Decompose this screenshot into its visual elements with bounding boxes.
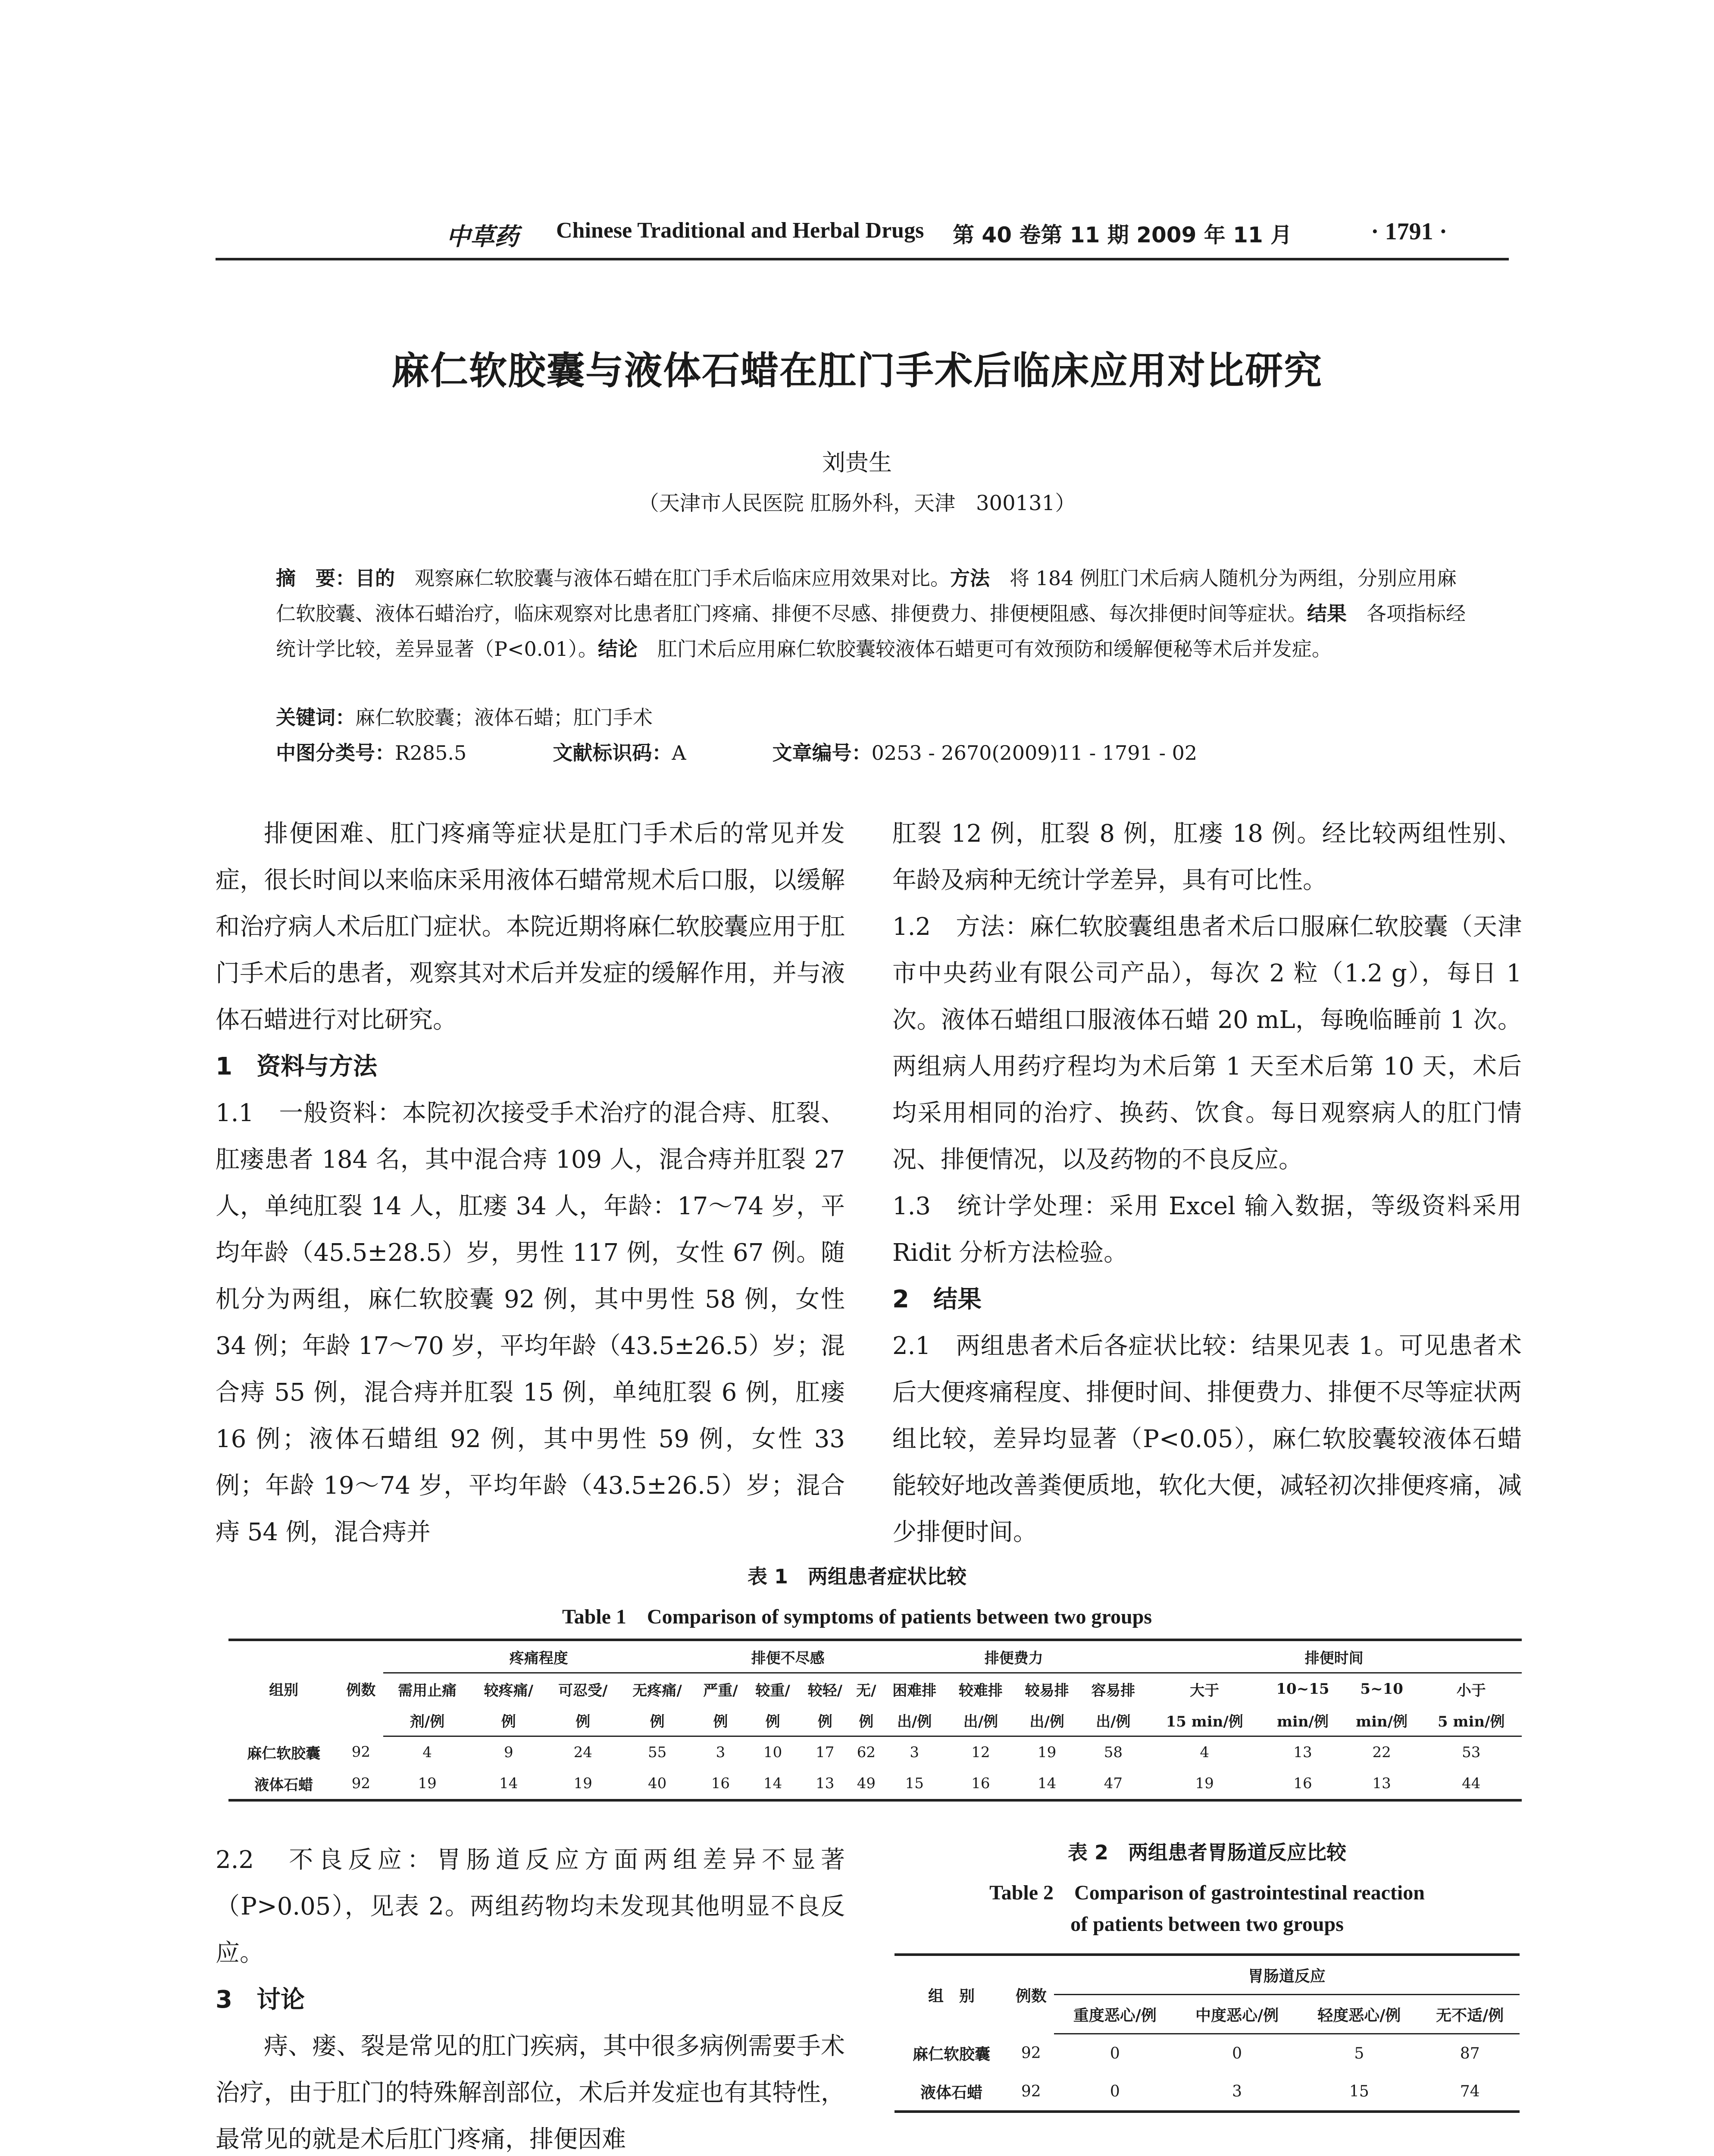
journal-name-cn: 中草药 (446, 222, 519, 251)
table1-caption-cn: 表 1 两组患者症状比较 (747, 1565, 967, 1588)
table1-cell: 92 (339, 1768, 383, 1800)
table1-sub: 较疼痛/ (484, 1682, 533, 1699)
table1-cell: 53 (1462, 1744, 1481, 1761)
table1-cell: 3 (716, 1744, 726, 1761)
clc-value: R285.5 (395, 741, 467, 765)
table1-group-incomplete: 排便不尽感 (694, 1640, 882, 1673)
table1-sub: 例 (799, 1705, 851, 1736)
abstract-conclusion-label: 结论 (597, 637, 638, 661)
table1-cell: 14 (747, 1768, 799, 1800)
table1-cell: 47 (1080, 1768, 1146, 1800)
doc-code-label: 文献标识码： (553, 741, 672, 765)
abstract-method-label: 方法 (950, 567, 990, 590)
table2-cell: 74 (1420, 2072, 1520, 2112)
body-right-column (892, 811, 1522, 1556)
table2-sub: 重度恶心/例 (1054, 1995, 1176, 2034)
table1-cell: 19 (1146, 1768, 1263, 1800)
table1-group-pain: 疼痛程度 (383, 1640, 694, 1673)
table1-sub: 可忍受/ (558, 1682, 608, 1699)
table2-cell: 15 (1298, 2072, 1420, 2112)
journal-issue: 第 40 卷第 11 期 2009 年 11 月 (953, 222, 1292, 248)
table1-cell: 19 (546, 1768, 620, 1800)
table1-cell: 14 (472, 1768, 546, 1800)
table1-sub: 例 (694, 1705, 747, 1736)
table1-sub: 大于 (1190, 1682, 1220, 1699)
table1-sub: 例 (747, 1705, 799, 1736)
intro-paragraph: 排便困难、肛门疼痛等症状是肛门手术后的常见并发症，很长时间以来临床采用液体石蜡常规术后口服，以缓解和治疗病人术后肛门症状。本院近期将麻仁软胶囊应用于肛门手术后的患者，观察其对术后并发症的缓解作用，并与液体石蜡进行对比研究。 (216, 820, 845, 1034)
table1-cell: 22 (1372, 1744, 1391, 1761)
article-number-label: 文章编号： (772, 741, 872, 765)
paragraph-1-2: 1.2 方法：麻仁软胶囊组患者术后口服麻仁软胶囊（天津市中央药业有限公司产品），每次 2 粒（1.2 g），每日 1 次。液体石蜡组口服液体石蜡 20 mL，每晚临睡前 1 次。两组病人用药疗程均为术后第 1 天至术后第 10 天，术后均采用相同的治疗、换药、饮食。每日观察病人的肛门情况、排便情况，以及药物的不良反应。 (892, 913, 1522, 1174)
table1 (228, 1639, 1522, 1802)
table1-cell: 4 (422, 1744, 432, 1761)
keywords-text: 麻仁软胶囊；液体石蜡；肛门手术 (355, 706, 653, 729)
table2 (895, 1953, 1520, 2113)
table1-cell: 12 (971, 1744, 990, 1761)
table-row (228, 1736, 1522, 1768)
table1-cell: 49 (851, 1768, 881, 1800)
abstract-result-label: 结果 (1307, 602, 1347, 625)
table1-cell: 19 (1037, 1744, 1057, 1761)
table1-cell: 13 (799, 1768, 851, 1800)
abstract-purpose-label: 目的 (355, 567, 395, 590)
table1-caption-en: Table 1 Comparison of symptoms of patients between two groups (562, 1605, 1152, 1628)
table2-cell: 0 (1110, 2044, 1120, 2062)
table1-sub: 例 (851, 1705, 881, 1736)
table-row (895, 2034, 1520, 2073)
abstract-method: 将 184 例肛门术后病人随机分为两组，分别应用麻仁软胶囊、液体石蜡治疗，临床观察对比患者肛门疼痛、排便不尽感、排便费力、排便梗阻感、每次排便时间等症状。 (276, 567, 1457, 625)
table1-header-group: 组别 (228, 1640, 339, 1736)
table1-cell: 17 (816, 1744, 835, 1761)
table1-cell: 13 (1343, 1768, 1421, 1800)
table1-row-name: 液体石蜡 (228, 1768, 339, 1800)
section-heading-2: 2 结果 (892, 1285, 982, 1313)
table1-cell: 14 (1014, 1768, 1080, 1800)
table-row (895, 2072, 1520, 2112)
affiliation: （天津市人民医院 肛肠外科，天津 300131） (638, 491, 1076, 515)
body-left-column (216, 811, 845, 1556)
header-rule (216, 258, 1509, 260)
article-number-value: 0253 - 2670(2009)11 - 1791 - 02 (871, 741, 1198, 765)
table1-sub: 出/例 (1080, 1705, 1146, 1736)
table1-cell: 58 (1104, 1744, 1123, 1761)
table1-cell: 16 (1263, 1768, 1343, 1800)
table2-cell: 5 (1354, 2044, 1364, 2062)
table1-sub: 例 (546, 1705, 620, 1736)
table2-cell: 0 (1054, 2072, 1176, 2112)
classification-line (276, 737, 1483, 766)
page-number: · 1791 · (1371, 218, 1448, 245)
table1-sub: 需用止痛 (398, 1682, 457, 1699)
table1-cell: 13 (1293, 1744, 1312, 1761)
abstract (276, 561, 1470, 667)
section-heading-1: 1 资料与方法 (216, 1053, 377, 1081)
table2-caption-cn: 表 2 两组患者胃肠道反应比较 (1067, 1841, 1347, 1864)
table2-sub: 无不适/例 (1420, 1995, 1520, 2034)
paragraph-2-2: 2.2 不良反应：胃肠道反应方面两组差异不显著（P>0.05），见表 2。两组药物均未发现其他明显不良反应。 (216, 1846, 845, 1967)
table1-sub: 严重/ (703, 1682, 738, 1699)
table1-cell: 16 (694, 1768, 747, 1800)
table1-sub: 较难排 (958, 1682, 1003, 1699)
author: 刘贵生 (822, 449, 892, 476)
table1-sub: 例 (620, 1705, 694, 1736)
keywords-label: 关键词： (276, 706, 355, 729)
table1-cell: 55 (648, 1744, 667, 1761)
table1-sub: 5 min/例 (1421, 1705, 1522, 1736)
paragraph-1-3: 1.3 统计学处理：采用 Excel 输入数据，等级资料采用 Ridit 分析方法检验。 (892, 1192, 1522, 1267)
table1-sub: 15 min/例 (1146, 1705, 1263, 1736)
table2-sub: 中度恶心/例 (1176, 1995, 1298, 2034)
journal-name-en: Chinese Traditional and Herbal Drugs (556, 218, 924, 243)
table1-cell: 3 (910, 1744, 920, 1761)
table1-cell: 9 (504, 1744, 513, 1761)
table1-sub: 较轻/ (807, 1682, 843, 1699)
table1-cell: 19 (383, 1768, 472, 1800)
table1-group-effort: 排便费力 (881, 1640, 1146, 1673)
table2-cell: 92 (1008, 2072, 1054, 2112)
table1-row-name: 麻仁软胶囊 (247, 1745, 321, 1762)
table-row (228, 1768, 1522, 1800)
table1-sub: 无疼痛/ (632, 1682, 682, 1699)
table2-cell: 92 (1021, 2044, 1041, 2062)
table1-cell: 24 (573, 1744, 592, 1761)
table2-cell: 87 (1460, 2044, 1480, 2062)
table1-sub: 容易排 (1091, 1682, 1135, 1699)
table2-caption-en-2: of patients between two groups (1070, 1913, 1344, 1936)
table1-group-time: 排便时间 (1146, 1640, 1522, 1673)
table1-cell: 10 (763, 1744, 782, 1761)
table1-sub: 出/例 (881, 1705, 948, 1736)
table1-sub: 小于 (1456, 1682, 1486, 1699)
table1-sub: min/例 (1263, 1705, 1343, 1736)
abstract-result: 各项指标经统计学比较，差异显著（P<0.01）。 (276, 602, 1466, 661)
table1-sub: 较易排 (1025, 1682, 1069, 1699)
table2-row-name: 液体石蜡 (895, 2072, 1008, 2112)
paragraph-1-1: 1.1 一般资料：本院初次接受手术治疗的混合痔、肛裂、肛瘘患者 184 名，其中混合痔 109 人，混合痔并肛裂 27 人，单纯肛裂 14 人，肛瘘 34 人，年龄：17～74 岁，平均年龄（45.5±28.5）岁，男性 117 例，女性 67 例。随机分为两组，麻仁软胶囊 92 例，其中男性 58 例，女性 34 例；年龄 17～70 岁，平均年龄（43.5±26.5）岁；混合痔 55 例，混合痔并肛裂 15 例，单纯肛裂 6 例，肛瘘 16 例；液体石蜡组 92 例，其中男性 59 例，女性 33 例；年龄 19～74 岁，平均年龄（43.5±26.5）岁；混合痔 54 例，混合痔并 (216, 1099, 845, 1546)
paragraph-2-1: 2.1 两组患者术后各症状比较：结果见表 1。可见患者术后大便疼痛程度、排便时间、排便费力、排便不尽等症状两组比较，差异均显著（P<0.05），麻仁软胶囊较液体石蜡能较好地改善粪便质地，软化大便，减轻初次排便疼痛，减少排便时间。 (892, 1332, 1522, 1546)
paragraph-1-1-cont: 肛裂 12 例，肛裂 8 例，肛瘘 18 例。经比较两组性别、年龄及病种无统计学差异，具有可比性。 (892, 820, 1522, 894)
table2-row-name: 麻仁软胶囊 (913, 2045, 991, 2063)
abstract-purpose: 观察麻仁软胶囊与液体石蜡在肛门手术后临床应用效果对比。 (395, 567, 950, 590)
table2-cell: 3 (1176, 2072, 1298, 2112)
paragraph-3: 痔、瘘、裂是常见的肛门疾病，其中很多病例需要手术治疗，由于肛门的特殊解剖部位，术后并发症也有其特性，最常见的就是术后肛门疼痛，排便因难 (216, 2032, 845, 2153)
table1-subheader-bottom (228, 1705, 1522, 1736)
table1-sub: 无/ (856, 1682, 876, 1699)
table1-cell: 92 (351, 1743, 371, 1761)
table2-header-n: 例数 (1008, 1955, 1054, 2034)
table1-cell: 62 (857, 1744, 876, 1761)
table1-sub: 5~10 (1360, 1680, 1403, 1698)
table1-cell: 40 (620, 1768, 694, 1800)
keywords (276, 702, 1470, 730)
abstract-label: 摘 要： (276, 567, 355, 590)
table1-sub: 困难排 (892, 1682, 937, 1699)
table2-header-group: 组 别 (895, 1955, 1008, 2034)
table2-cell: 0 (1232, 2044, 1242, 2062)
table1-cell: 44 (1421, 1768, 1522, 1800)
table1-subheader-top (228, 1673, 1522, 1705)
table1-cell: 15 (881, 1768, 948, 1800)
article-title: 麻仁软胶囊与液体石蜡在肛门手术后临床应用对比研究 (391, 348, 1323, 393)
body-left-lower (216, 1837, 845, 2156)
table2-sub: 轻度恶心/例 (1298, 1995, 1420, 2034)
table1-cell: 4 (1200, 1744, 1209, 1761)
table1-sub: 较重/ (755, 1682, 790, 1699)
table2-group-gi: 胃肠道反应 (1054, 1955, 1520, 1995)
doc-code-value: A (672, 741, 686, 765)
table1-header-n: 例数 (339, 1640, 383, 1736)
section-heading-3: 3 讨论 (216, 1986, 305, 2014)
table1-cell: 16 (948, 1768, 1014, 1800)
table1-sub: min/例 (1343, 1705, 1421, 1736)
table1-sub: 10~15 (1276, 1680, 1329, 1698)
table1-sub: 例 (472, 1705, 546, 1736)
clc-label: 中图分类号： (276, 741, 395, 765)
table2-caption-en-1: Table 2 Comparison of gastrointestinal reaction (989, 1881, 1425, 1904)
abstract-conclusion: 肛门术后应用麻仁软胶囊较液体石蜡更可有效预防和缓解便秘等术后并发症。 (637, 637, 1332, 661)
table1-sub: 出/例 (1014, 1705, 1080, 1736)
table1-sub: 出/例 (948, 1705, 1014, 1736)
table1-sub: 剂/例 (383, 1705, 472, 1736)
